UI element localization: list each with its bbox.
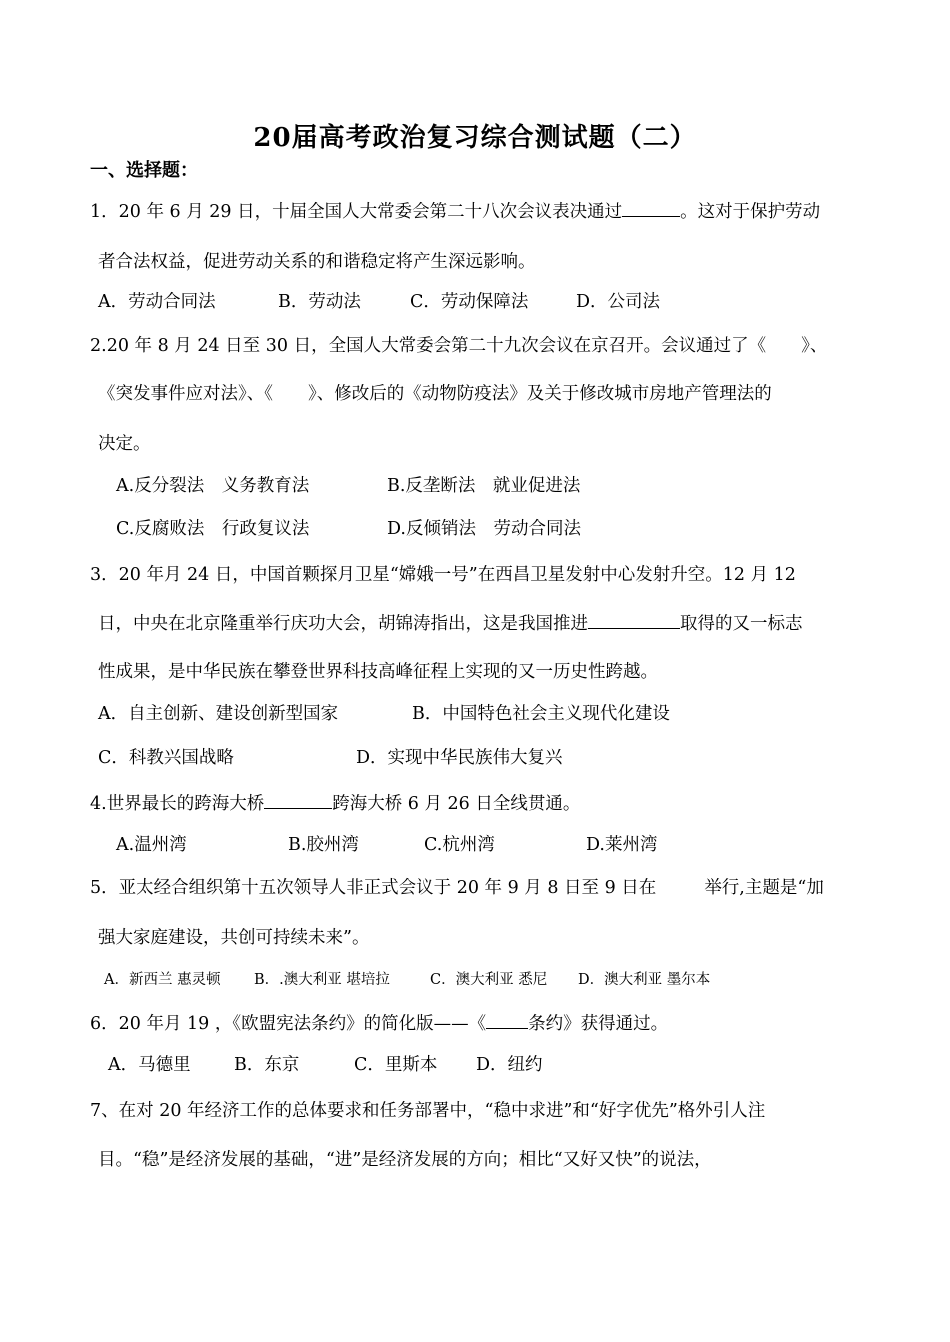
question-6-text-a: 6．20 年月 19 ，《欧盟宪法条约》的简化版——《 xyxy=(90,1014,487,1034)
question-1-option-d: D．公司法 xyxy=(576,292,661,312)
question-5-option-b: B．.澳大利亚 堪培拉 xyxy=(254,972,390,988)
question-3-option-a: A．自主创新、建设创新型国家 xyxy=(98,704,339,724)
question-1-text-a: 1．20 年 6 月 29 日，十届全国人大常委会第二十八次会议表决通过 xyxy=(90,202,623,222)
question-4-line-1 xyxy=(90,790,580,816)
page-title: 20届高考政治复习综合测试题（二） xyxy=(253,123,697,153)
question-1-text-b: 。这对于保护劳动 xyxy=(680,202,821,222)
question-7-line-1: 7、在对 20 年经济工作的总体要求和任务部署中，“稳中求进”和“好字优先”格外引人注 xyxy=(90,1101,766,1121)
question-2-line-3: 决定。 xyxy=(98,434,151,454)
question-6-option-c: C．里斯本 xyxy=(354,1055,438,1075)
question-5-text-b: 举行,主题是“加 xyxy=(704,878,824,898)
question-3-line-1: 3．20 年月 24 日，中国首颗探月卫星“嫦娥一号”在西昌卫星发射中心发射升空。12 月 12 xyxy=(90,565,796,585)
question-2-line-2: 《突发事件应对法》、《 》、修改后的《动物防疫法》及关于修改城市房地产管理法的 xyxy=(98,384,772,404)
question-5-line-2: 强大家庭建设，共创可持续未来”。 xyxy=(98,928,370,948)
question-6-line-1 xyxy=(90,1010,668,1036)
question-2-option-b: B.反垄断法 就业促进法 xyxy=(387,476,581,496)
question-3-option-d: D．实现中华民族伟大复兴 xyxy=(356,748,563,768)
question-3-option-c: C．科教兴国战略 xyxy=(98,748,234,768)
question-5-line-1 xyxy=(90,876,824,900)
question-4-text-a: 4.世界最长的跨海大桥 xyxy=(90,794,265,814)
question-4-blank xyxy=(264,790,332,809)
question-6-option-d: D．纽约 xyxy=(476,1055,543,1075)
question-6-blank xyxy=(486,1010,528,1029)
question-6-option-b: B．东京 xyxy=(234,1055,300,1075)
question-4-option-b: B.胶州湾 xyxy=(288,835,359,855)
question-5-option-a: A．新西兰 惠灵顿 xyxy=(104,972,221,988)
question-2-option-c: C.反腐败法 行政复议法 xyxy=(116,519,310,539)
question-1-option-b: B．劳动法 xyxy=(278,292,361,312)
question-3-blank xyxy=(588,610,680,629)
question-6-option-a: A．马德里 xyxy=(108,1055,191,1075)
question-5-option-c: C．澳大利亚 悉尼 xyxy=(430,972,548,988)
question-3-text-a: 日，中央在北京隆重举行庆功大会，胡锦涛指出，这是我国推进 xyxy=(98,614,588,634)
question-7-line-2: 目。“稳”是经济发展的基础，“进”是经济发展的方向；相比“又好又快”的说法， xyxy=(98,1150,712,1170)
question-2-option-a: A.反分裂法 义务教育法 xyxy=(116,476,310,496)
question-2-line-1: 2.20 年 8 月 24 日至 30 日，全国人大常委会第二十九次会议在京召开。会议通过了《 》、 xyxy=(90,336,828,356)
question-6-text-b: 条约》获得通过。 xyxy=(528,1014,669,1034)
question-3-option-b: B．中国特色社会主义现代化建设 xyxy=(412,704,670,724)
question-1-option-c: C．劳动保障法 xyxy=(410,292,529,312)
question-5-option-d: D．澳大利亚 墨尔本 xyxy=(578,972,711,988)
question-3-line-3: 性成果，是中华民族在攀登世界科技高峰征程上实现的又一历史性跨越。 xyxy=(98,662,658,682)
question-1-line-1 xyxy=(90,198,820,224)
question-3-text-b: 取得的又一标志 xyxy=(680,614,803,634)
question-4-option-d: D.莱州湾 xyxy=(586,835,658,855)
question-2-option-d: D.反倾销法 劳动合同法 xyxy=(387,519,581,539)
question-1-line-2: 者合法权益，促进劳动关系的和谐稳定将产生深远影响。 xyxy=(98,252,536,272)
question-5-text-a: 5．亚太经合组织第十五次领导人非正式会议于 20 年 9 月 8 日至 9 日在 xyxy=(90,878,657,898)
question-4-text-b: 跨海大桥 6 月 26 日全线贯通。 xyxy=(332,794,581,814)
question-1-blank xyxy=(622,198,680,217)
section-heading: 一、选择题： xyxy=(90,160,198,181)
question-4-option-c: C.杭州湾 xyxy=(424,835,495,855)
question-3-line-2 xyxy=(98,610,803,636)
question-1-option-a: A．劳动合同法 xyxy=(98,292,216,312)
question-4-option-a: A.温州湾 xyxy=(116,835,187,855)
